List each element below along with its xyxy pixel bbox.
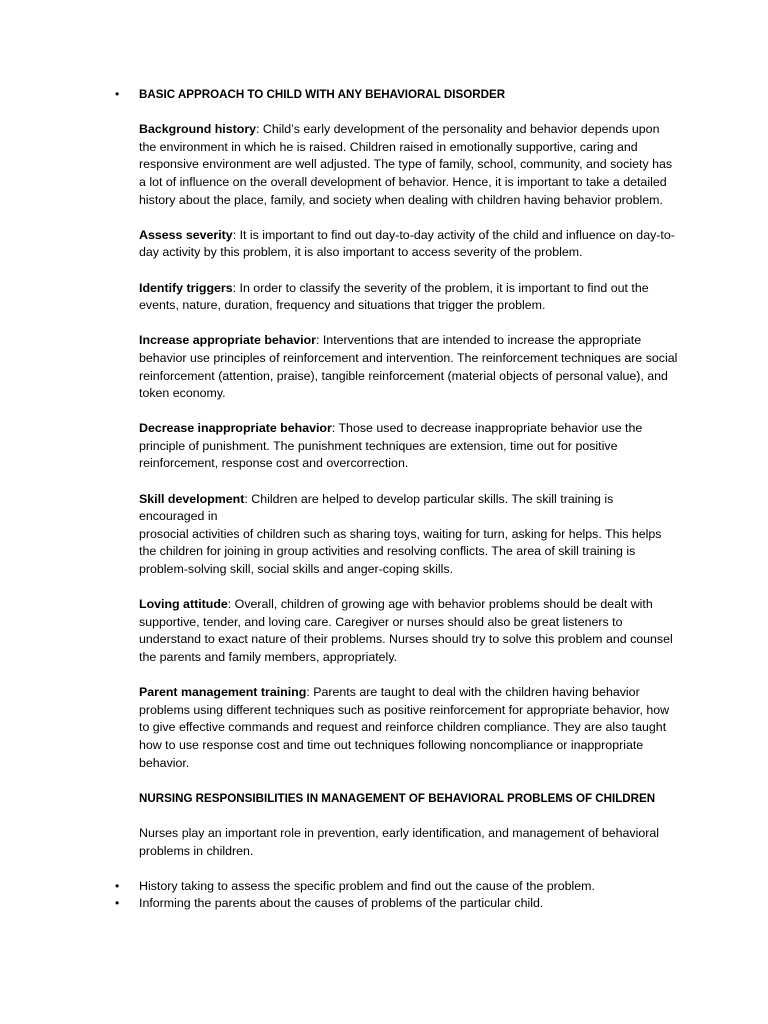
section-1-heading: BASIC APPROACH TO CHILD WITH ANY BEHAVIORAL DISORDER xyxy=(139,88,506,101)
list-item xyxy=(115,895,679,913)
text-loving-attitude: : Overall, children of growing age with behavior problems should be dealt with supportive, tender, and loving care. Caregiver or nurses should also be great listeners to understand to exact nature of their problems. Nurses should try to solve this problem and counsel the parents and family members, appropriately. xyxy=(139,597,673,664)
paragraph-increase-appropriate-behavior xyxy=(139,332,679,402)
text-increase-appropriate-behavior: : Interventions that are intended to increase the appropriate behavior use principles of reinforcement and intervention. The reinforcement techniques are social reinforcement (attention, praise), tangible reinforcement (material objects of personal value), and token economy. xyxy=(139,333,678,401)
paragraph-decrease-inappropriate-behavior xyxy=(139,420,679,473)
term-loving-attitude: Loving attitude xyxy=(139,597,228,612)
bullet-icon: • xyxy=(115,87,120,101)
list-item-text: History taking to assess the specific problem and find out the cause of the problem. xyxy=(139,878,595,893)
term-skill-development: Skill development xyxy=(139,491,245,506)
text-identify-triggers: : In order to classify the severity of the problem, it is important to find out the events, nature, duration, frequency and situations that trigger the problem. xyxy=(139,280,649,313)
text-parent-management-training: : Parents are taught to deal with the children having behavior problems using different techniques such as positive reinforcement for appropriate behavior, how to give effective commands and request and reinforce children compliance. They are also taught how to use response cost and time out techniques following noncompliance or inappropriate behavior. xyxy=(139,685,670,770)
text-background-history: : Child’s early development of the personality and behavior depends upon the environment in which he is raised. Children raised in emotionally supportive, caring and responsive environment are well adjusted. The type of family, school, community, and society has a lot of influence on the overall development of behavior. Hence, it is important to take a detailed history about the place, family, and society when dealing with children having behavior problem. xyxy=(139,122,673,207)
text-skill-development: : Children are helped to develop particular skills. The skill training is encouraged in xyxy=(139,491,614,524)
paragraph-identify-triggers xyxy=(139,280,679,315)
paragraph-loving-attitude xyxy=(139,596,679,666)
text-assess-severity: : It is important to find out day-to-day activity of the child and influence on day-to-day activity by this problem, it is also important to access severity of the problem. xyxy=(139,227,675,260)
bullet-icon: • xyxy=(115,878,120,893)
paragraph-assess-severity xyxy=(139,227,679,262)
term-parent-management-training: Parent management training xyxy=(139,685,307,700)
section-2-intro: Nurses play an important role in prevention, early identification, and management of behavioral problems in children. xyxy=(139,825,660,858)
document-body xyxy=(115,86,679,913)
list-item-text: Informing the parents about the causes of problems of the particular child. xyxy=(139,896,544,911)
section-2-heading: NURSING RESPONSIBILITIES IN MANAGEMENT OF BEHAVIORAL PROBLEMS OF CHILDREN xyxy=(139,791,656,805)
text-decrease-inappropriate-behavior: : Those used to decrease inappropriate behavior use the principle of punishment. The punishment techniques are extension, time out for positive reinforcement, response cost and overcorrection. xyxy=(139,421,643,471)
term-background-history: Background history xyxy=(139,122,257,137)
paragraph-parent-management-training xyxy=(139,684,679,772)
term-decrease-inappropriate-behavior: Decrease inappropriate behavior xyxy=(139,421,332,436)
paragraph-skill-development xyxy=(139,491,679,579)
term-increase-appropriate-behavior: Increase appropriate behavior xyxy=(139,333,316,348)
section-1-heading-item xyxy=(115,86,679,104)
term-identify-triggers: Identify triggers xyxy=(139,280,233,295)
list-item xyxy=(115,878,679,896)
paragraph-background-history xyxy=(139,121,679,209)
bullet-icon: • xyxy=(115,896,120,911)
term-assess-severity: Assess severity xyxy=(139,227,233,242)
text-skill-development-continued: prosocial activities of children such as sharing toys, waiting for turn, asking for helps. This helps the children for joining in group activities and resolving conflicts. The area of skill training is problem-solving skill, social skills and anger-coping skills. xyxy=(139,526,662,577)
